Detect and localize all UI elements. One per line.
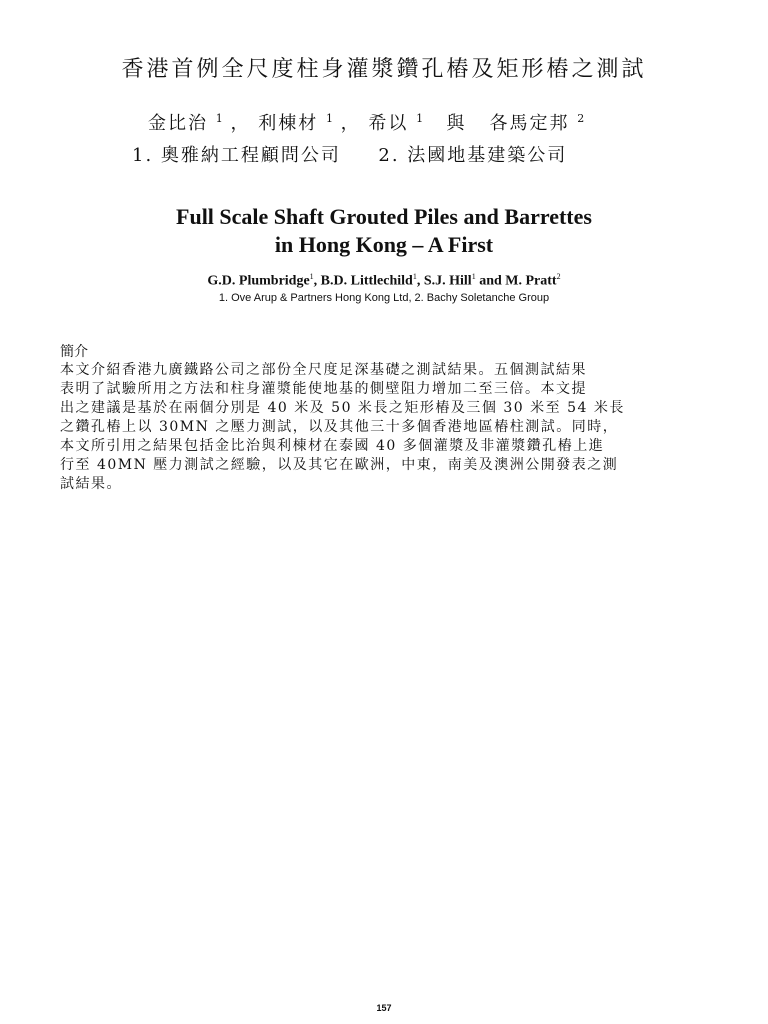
abstract-line: 本文所引用之結果包括金比治與利棟材在泰國 40 多個灌漿及非灌漿鑽孔樁上進 bbox=[60, 438, 605, 454]
chinese-author-name: 金比治 bbox=[148, 113, 208, 134]
english-affiliations: 1. Ove Arup & Partners Hong Kong Ltd, 2. Bachy Soletanche Group bbox=[218, 292, 550, 304]
affiliation-marker: 1 bbox=[416, 112, 424, 125]
affiliation-marker: 2 bbox=[577, 112, 585, 125]
english-author-name: G.D. Plumbridge bbox=[207, 273, 310, 289]
abstract-line: 本文介紹香港九廣鐵路公司之部份全尺度足深基礎之測試結果。五個測試結果 bbox=[60, 362, 587, 378]
affiliation-marker: 1 bbox=[325, 112, 333, 125]
english-author-name: , S.J. Hill bbox=[416, 273, 472, 289]
page-number: 157 bbox=[376, 1003, 392, 1013]
conjunction: 與 bbox=[446, 113, 467, 134]
english-author-name: , B.D. Littlechild bbox=[313, 273, 413, 289]
chinese-author-name: 利棟材 bbox=[258, 113, 319, 134]
chinese-author-name: 各馬定邦 bbox=[489, 113, 570, 134]
chinese-author-name: 希以 bbox=[368, 113, 409, 134]
affiliation-marker: 1 bbox=[412, 272, 417, 281]
chinese-affiliation-line bbox=[132, 141, 692, 167]
chinese-author-line bbox=[148, 109, 668, 135]
abstract-line: 出之建議是基於在兩個分別是 40 米及 50 米長之矩形樁及三個 30 米至 54 米長 bbox=[60, 400, 625, 416]
abstract-heading: 簡介 bbox=[60, 344, 88, 360]
abstract-line: 試結果。 bbox=[60, 476, 122, 492]
separator: ， bbox=[340, 113, 361, 134]
english-title bbox=[0, 203, 768, 259]
abstract-line: 行至 40MN 壓力測試之經驗，以及其它在歐洲，中東，南美及澳洲公開發表之測 bbox=[60, 457, 619, 473]
abstract-line: 之鑽孔樁上以 30MN 之壓力測試，以及其他三十多個香港地區樁柱測試。同時， bbox=[60, 419, 619, 435]
affiliation-marker: 1 bbox=[471, 272, 476, 281]
chinese-affiliation: 1. 奧雅納工程顧問公司 bbox=[132, 145, 341, 166]
affiliation-marker: 2 bbox=[556, 272, 561, 281]
english-title-line: in Hong Kong – A First bbox=[274, 232, 494, 257]
affiliation-marker: 1 bbox=[309, 272, 314, 281]
english-author-name: and M. Pratt bbox=[475, 273, 557, 289]
chinese-affiliation: 2. 法國地基建築公司 bbox=[378, 145, 568, 166]
english-author-line bbox=[0, 272, 768, 290]
affiliation-marker: 1 bbox=[215, 112, 223, 125]
abstract-line: 表明了試驗所用之方法和柱身灌漿能使地基的側壁阻力增加二至三倍。本文提 bbox=[60, 381, 587, 397]
separator: ， bbox=[230, 113, 251, 134]
english-title-line: Full Scale Shaft Grouted Piles and Barrettes bbox=[176, 204, 592, 229]
chinese-title: 香港首例全尺度柱身灌漿鑽孔樁及矩形樁之測試 bbox=[121, 57, 647, 82]
abstract-body bbox=[60, 361, 716, 494]
